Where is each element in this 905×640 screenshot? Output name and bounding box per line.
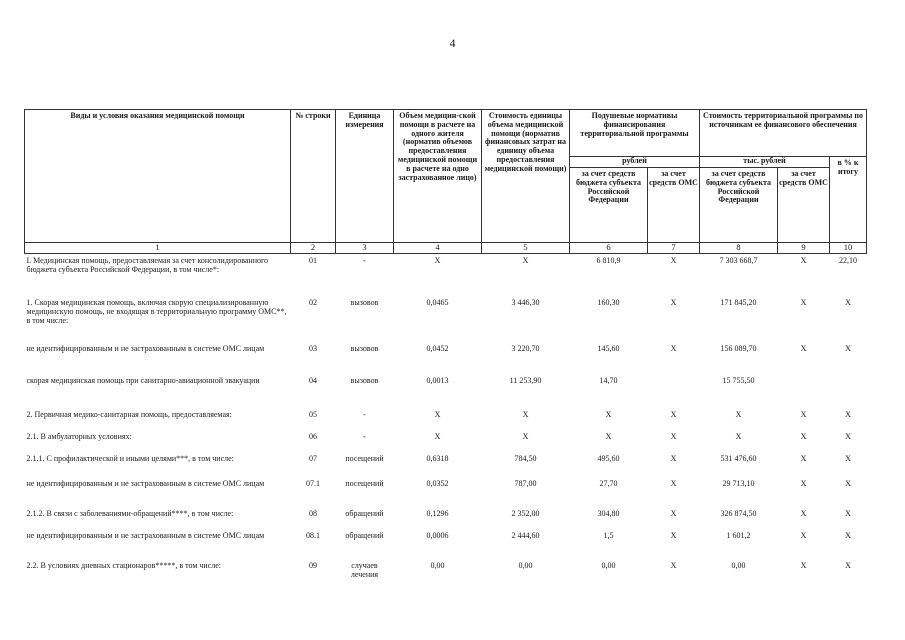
table-row (25, 559, 867, 589)
row-name-cell: 2. Первичная медико-санитарная помощь, предоставляемая: (26, 409, 232, 419)
row-number-cell: 09 (309, 560, 317, 570)
row-pc-oms-cell: X (670, 256, 677, 265)
table-row (25, 529, 867, 559)
row-tc-oms-cell (778, 374, 830, 408)
column-number: 6 (570, 243, 648, 254)
table-row (25, 477, 867, 507)
row-name-cell: 2.2. В условиях дневных стационаров*****, в том числе: (26, 560, 222, 570)
row-unit-cost-cell: 3 446,30 (511, 297, 540, 307)
row-volume-cell: 0,0352 (426, 478, 449, 488)
table-row (25, 342, 867, 374)
table-row (25, 408, 867, 430)
row-unit-cell: вызовов (350, 343, 379, 353)
header-type: Виды и условия оказания медицинской помощи (25, 110, 291, 243)
row-percent-cell: X (845, 431, 851, 441)
row-unit-cell: посещений (345, 453, 384, 463)
row-unit-cost-cell: 0,00 (518, 560, 533, 570)
header-pc-oms: за счет средств ОМС (648, 168, 700, 243)
row-unit-cell: вызовов (350, 375, 379, 385)
row-volume-cell: 0,00 (430, 560, 445, 570)
table-row (25, 507, 867, 529)
row-pc-budget-cell: 145,60 (597, 343, 620, 353)
row-pc-oms-cell: X (670, 409, 677, 419)
row-tc-budget-cell: 531 476,60 (720, 453, 757, 463)
row-volume-cell: X (434, 256, 441, 265)
row-unit-cell: - (363, 431, 366, 441)
table-row (25, 296, 867, 342)
row-unit-cell: - (363, 409, 366, 419)
row-percent-cell (830, 374, 867, 408)
row-tc-oms-cell: X (800, 256, 807, 265)
row-tc-budget-cell: 15 755,50 (722, 375, 755, 385)
row-percent-cell: X (845, 409, 851, 419)
header-row-number: № строки (291, 110, 336, 243)
row-percent-cell: 22,10 (839, 256, 857, 265)
header-percent: в % к итогу (830, 157, 867, 243)
row-tc-budget-cell: 29 713,10 (722, 478, 755, 488)
row-unit-cell: вызовов (350, 297, 379, 307)
header-total-cost: Стоимость территориальной программы по источникам ее финансового обеспечения (700, 110, 867, 157)
row-pc-budget-cell: X (605, 409, 612, 419)
column-number: 8 (700, 243, 778, 254)
row-tc-oms-cell: X (800, 453, 807, 463)
row-unit-cost-cell: 787,00 (514, 478, 537, 488)
row-percent-cell: X (845, 530, 851, 540)
row-pc-budget-cell: 160,30 (597, 297, 620, 307)
row-percent-cell: X (845, 508, 851, 518)
page-number: 4 (449, 36, 456, 50)
row-pc-oms-cell: X (670, 343, 677, 353)
row-pc-budget-cell: 6 810,9 (596, 256, 621, 265)
row-unit-cost-cell: X (522, 431, 529, 441)
program-cost-table (24, 109, 867, 589)
row-tc-oms-cell: X (800, 343, 807, 353)
row-pc-budget-cell: 1,5 (603, 530, 614, 540)
row-number-cell: 02 (309, 297, 317, 307)
row-tc-budget-cell: 1 601,2 (726, 530, 751, 540)
row-name-cell: 1. Скорая медицинская помощь, включая скорую специализированную медицинскую помощь, не входящая в территориальную программу ОМС**, в том числе: (26, 297, 287, 325)
row-number-cell: 05 (309, 409, 317, 419)
row-unit-cell: случаев лечения (350, 560, 379, 579)
row-percent-cell: X (845, 297, 851, 307)
row-pc-budget-cell: 27,70 (599, 478, 618, 488)
row-unit-cost-cell: 11 253,90 (509, 375, 542, 385)
header-unit: Единица измерения (336, 110, 394, 243)
header-thousand-rubles: тыс. рублей (700, 157, 830, 168)
row-pc-budget-cell: 0,00 (601, 560, 616, 570)
row-number-cell: 08.1 (306, 530, 320, 540)
row-pc-oms-cell: X (670, 478, 677, 488)
header-unit-cost: Стоимость единицы объема медицинской помощи (норматив финансовых затрат на единицу объема предоставления медицинской помощи) (482, 110, 570, 243)
row-tc-oms-cell: X (800, 508, 807, 518)
row-name-cell: 2.1.2. В связи с заболеваниями-обращений****, в том числе: (26, 508, 234, 518)
row-pc-oms-cell: X (670, 530, 677, 540)
table-row (25, 452, 867, 477)
row-volume-cell: 0,1296 (426, 508, 449, 518)
row-unit-cost-cell: 3 220,70 (511, 343, 540, 353)
row-tc-budget-cell: X (735, 409, 742, 419)
row-name-cell: не идентифицированным и не застрахованным в системе ОМС лицам (26, 343, 265, 353)
column-number: 7 (648, 243, 700, 254)
header-rubles: рублей (570, 157, 700, 168)
column-number: 5 (482, 243, 570, 254)
row-tc-budget-cell: 0,00 (731, 560, 746, 570)
column-number: 10 (830, 243, 867, 254)
row-volume-cell: 0,0452 (426, 343, 449, 353)
row-tc-budget-cell: 326 874,50 (720, 508, 757, 518)
table-row (25, 254, 867, 296)
row-volume-cell: X (434, 409, 441, 419)
row-percent-cell: X (845, 453, 851, 463)
row-pc-oms-cell: X (670, 431, 677, 441)
row-number-cell: 07.1 (306, 478, 320, 488)
row-tc-oms-cell: X (800, 530, 807, 540)
row-volume-cell: 0,0013 (426, 375, 449, 385)
column-number: 9 (778, 243, 830, 254)
column-number: 4 (394, 243, 482, 254)
row-tc-oms-cell: X (800, 560, 807, 570)
row-pc-oms-cell: X (670, 508, 677, 518)
row-tc-oms-cell: X (800, 431, 807, 441)
row-unit-cost-cell: 784,50 (514, 453, 537, 463)
column-number: 1 (25, 243, 291, 254)
header-pc-budget: за счет средств бюджета субъекта Российской Федерации (570, 168, 648, 243)
row-pc-oms-cell: X (670, 297, 677, 307)
header-volume: Объем медицин-ской помощи в расчете на одного жителя (норматив объемов предоставления медицинской помощи в расчете на одно застрахованное лицо) (394, 110, 482, 243)
row-number-cell: 08 (309, 508, 317, 518)
row-name-cell: 2.1.1. С профилактической и иными целями***, в том числе: (26, 453, 234, 463)
row-unit-cost-cell: X (522, 256, 529, 265)
table-body (25, 243, 867, 589)
column-numbers-row (25, 243, 867, 254)
row-name-cell: не идентифицированным и не застрахованным в системе ОМС лицам (26, 478, 265, 488)
column-number: 3 (336, 243, 394, 254)
row-volume-cell: 0,0006 (426, 530, 449, 540)
row-tc-oms-cell: X (800, 409, 807, 419)
row-percent-cell: X (845, 478, 851, 488)
row-tc-oms-cell: X (800, 478, 807, 488)
column-number: 2 (291, 243, 336, 254)
row-unit-cell: обращений (345, 530, 384, 540)
row-unit-cost-cell: X (522, 409, 529, 419)
row-volume-cell: 0,0465 (426, 297, 449, 307)
row-unit-cell: обращений (345, 508, 384, 518)
header-tc-budget: за счет средств бюджета субъекта Российской Федерации (700, 168, 778, 243)
header-per-capita: Подушевые нормативы финансирования территориальной программы (570, 110, 700, 157)
row-name-cell: скорая медицинская помощь при санитарно-авиационной эвакуации (26, 375, 260, 385)
row-number-cell: 04 (309, 375, 317, 385)
row-number-cell: 07 (309, 453, 317, 463)
row-pc-oms-cell (648, 374, 700, 408)
row-pc-budget-cell: 14,70 (599, 375, 618, 385)
row-name-cell: 2.1. В амбулаторных условиях: (26, 431, 132, 441)
table-row (25, 430, 867, 452)
row-pc-budget-cell: 495,60 (597, 453, 620, 463)
row-volume-cell: 0,6318 (426, 453, 449, 463)
row-pc-oms-cell: X (670, 560, 677, 570)
row-name-cell: не идентифицированным и не застрахованным в системе ОМС лицам (26, 530, 265, 540)
row-tc-budget-cell: 171 845,20 (720, 297, 757, 307)
row-pc-budget-cell: 304,80 (597, 508, 620, 518)
row-unit-cost-cell: 2 444,60 (511, 530, 540, 540)
row-pc-budget-cell: X (605, 431, 612, 441)
row-unit-cell: - (363, 256, 366, 265)
row-unit-cost-cell: 2 352,00 (511, 508, 540, 518)
row-tc-budget-cell: 156 089,70 (720, 343, 757, 353)
row-pc-oms-cell: X (670, 453, 677, 463)
row-percent-cell: X (845, 343, 851, 353)
row-volume-cell: X (434, 431, 441, 441)
row-tc-budget-cell: 7 303 668,7 (719, 256, 758, 265)
row-name-cell: I. Медицинская помощь, предоставляемая за счет консолидированного бюджета субъекта Российской Федерации, в том числе*: (26, 256, 269, 275)
row-unit-cell: посещений (345, 478, 384, 488)
table-row (25, 374, 867, 408)
row-number-cell: 03 (309, 343, 317, 353)
row-tc-oms-cell: X (800, 297, 807, 307)
row-number-cell: 01 (309, 256, 317, 265)
header-tc-oms: за счет средств ОМС (778, 168, 830, 243)
row-percent-cell: X (845, 560, 851, 570)
row-tc-budget-cell: X (735, 431, 742, 441)
row-number-cell: 06 (309, 431, 317, 441)
